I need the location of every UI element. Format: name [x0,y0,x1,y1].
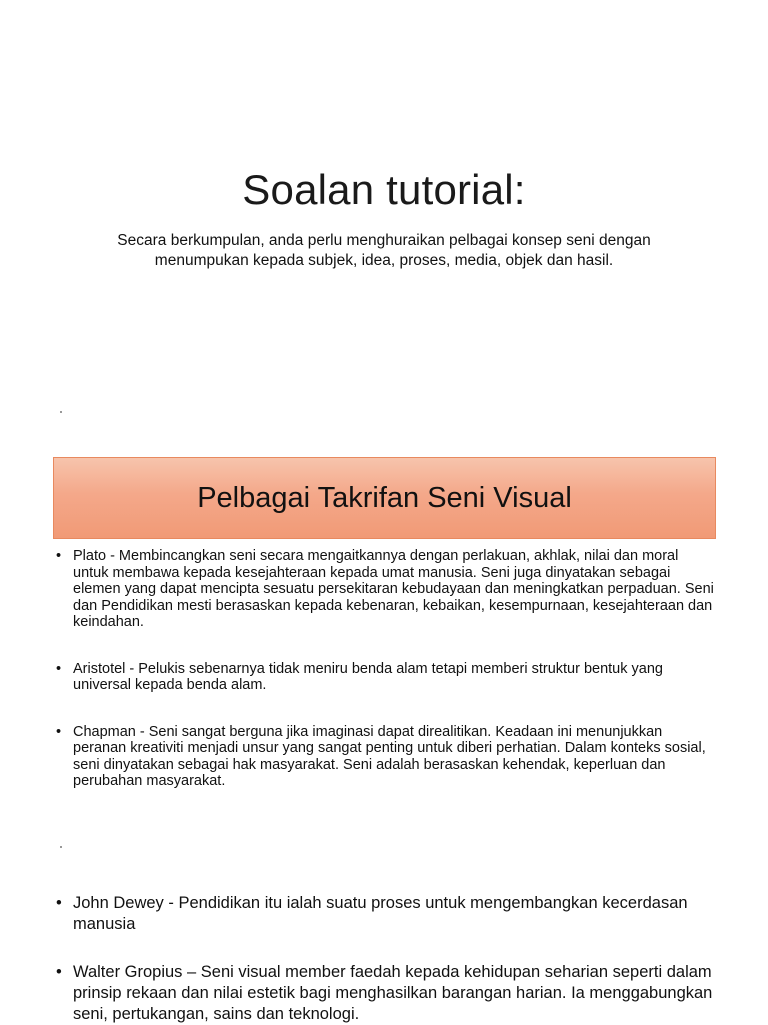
bullet-icon: • [56,548,62,564]
list-item [56,661,716,694]
bullet-icon: • [56,894,62,912]
bullet-text: Chapman - Seni sangat berguna jika imaginasi dapat direalitikan. Keadaan ini menunjukkan peranan kreativiti menjadi unsur yang sangat penting untuk diberi perhatian. Dalam konteks sosial, seni dinyatakan sebagai hak masyarakat. Seni adalah berasaskan kehendak, keperluan dan perubahan masyarakat. [73,723,706,789]
bullet-text: Plato - Membincangkan seni secara mengaitkannya dengan perlakuan, akhlak, nilai dan moral untuk membawa kepada kesejahteraan kepada umat manusia. Seni juga dinyatakan sebagai elemen yang dapat mencipta sesuatu persekitaran kebudayaan dan meningkatkan perpaduan. Seni dan Pendidikan mesti berasaskan kepada kebenaran, kebaikan, kesempurnaan, kesejahteraan dan keindahan. [73,548,714,630]
list-item [56,893,716,935]
slide-title: Soalan tutorial: [242,166,526,213]
bullet-text: John Dewey - Pendidikan itu ialah suatu proses untuk mengembangkan kecerdasan manusia [73,894,688,933]
list-item [56,962,716,1025]
definitions-list-continued [56,893,716,1025]
section-heading: Pelbagai Takrifan Seni Visual [197,481,572,514]
bullet-text: Aristotel - Pelukis sebenarnya tidak meniru benda alam tetapi memberi struktur bentuk yang universal kepada benda alam. [73,660,663,693]
slide-separator-dot [60,411,62,413]
slide-separator-dot [60,846,62,848]
bullet-icon: • [56,963,62,981]
list-item [56,724,716,790]
bullet-text: Walter Gropius – Seni visual member faedah kepada kehidupan seharian seperti dalam prinsip rekaan dan nilai estetik bagi menghasilkan barangan harian. Ia menggabungkan seni, pertukangan, sains dan teknologi. [73,963,713,1023]
list-item [56,548,716,631]
bullet-icon: • [56,660,62,677]
slide-subtitle: Secara berkumpulan, anda perlu menghuraikan pelbagai konsep seni dengan menumpukan kepada subjek, idea, proses, media, objek dan hasil. [117,232,651,269]
section-heading-banner [53,457,716,539]
definitions-list [56,548,716,790]
bullet-icon: • [56,723,62,740]
